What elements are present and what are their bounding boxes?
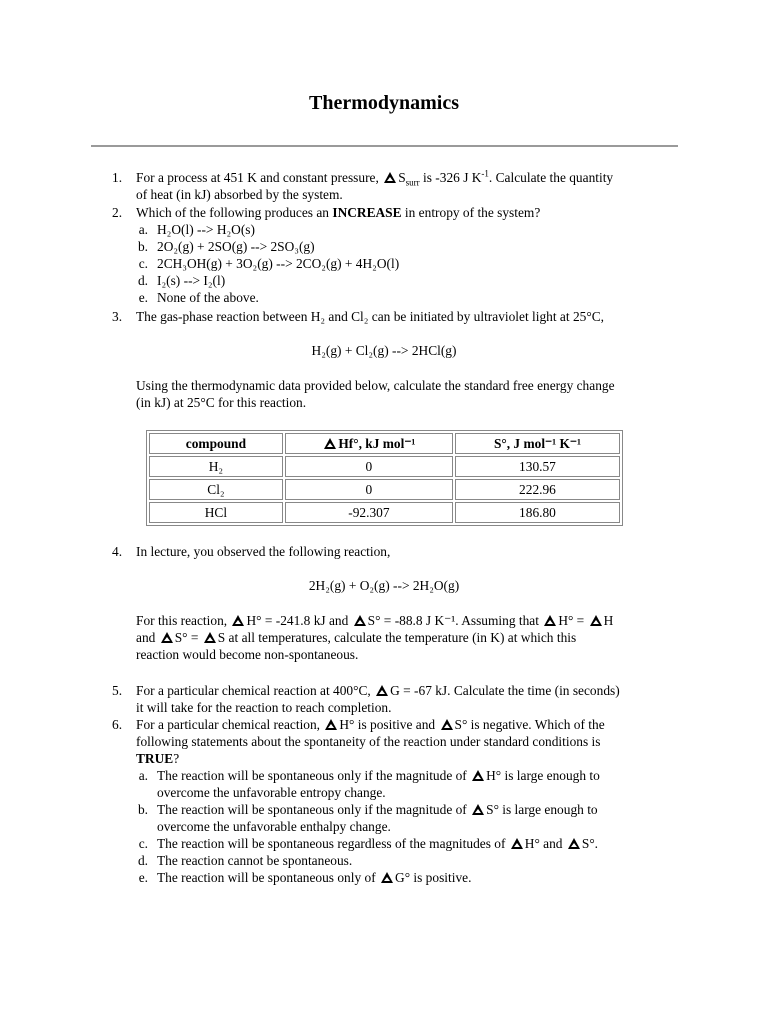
page-title: Thermodynamics: [309, 92, 459, 114]
table-header-row: [149, 433, 620, 454]
table-cell: 130.57: [455, 456, 620, 477]
question-text: For a particular chemical reaction at 400°C,: [136, 683, 371, 698]
option-text: overcome the unfavorable entropy change.: [157, 785, 386, 800]
delta-icon: [472, 770, 484, 781]
option-a: [112, 767, 682, 801]
option-text: The reaction cannot be spontaneous.: [157, 853, 353, 868]
option-b: [112, 801, 682, 835]
option-letter: d.: [137, 273, 148, 288]
option-text: The reaction will be spontaneous only if the magnitude of: [157, 768, 467, 783]
table-cell: 0: [285, 456, 453, 477]
question-3-instructions: [112, 377, 682, 411]
option-text: S°.: [581, 836, 599, 851]
option-letter: a.: [138, 222, 148, 237]
option-a: [112, 221, 682, 238]
table-cell: HCl: [149, 502, 283, 523]
option-c: [112, 835, 682, 852]
question-number: 2.: [112, 205, 123, 220]
option-text: overcome the unfavorable enthalpy change.: [157, 819, 391, 834]
question-number: 4.: [112, 544, 123, 559]
option-letter: a.: [138, 768, 148, 783]
question-number: 6.: [112, 717, 123, 732]
option-text: The reaction will be spontaneous only if the magnitude of: [157, 802, 467, 817]
table-cell: 186.80: [455, 502, 620, 523]
option-c: [112, 255, 682, 272]
column-header-enthalpy: [285, 433, 453, 454]
option-letter: c.: [138, 836, 148, 851]
entropy-symbol: S: [398, 170, 406, 185]
question-number: 5.: [112, 683, 123, 698]
option-d: [112, 272, 682, 289]
table-cell: Cl₂: [149, 479, 283, 500]
question-6: [112, 716, 682, 886]
table-cell: 222.96: [455, 479, 620, 500]
option-text: S° is large enough to: [486, 802, 598, 817]
option-b: [112, 238, 682, 255]
question-text: For a particular chemical reaction,: [136, 717, 321, 732]
delta-icon: [544, 615, 556, 626]
delta-icon: [354, 615, 366, 626]
delta-icon: [324, 438, 336, 449]
question-text: in entropy of the system?: [404, 205, 541, 220]
column-header-compound: compound: [149, 433, 283, 454]
option-letter: d.: [137, 853, 148, 868]
question-number: 3.: [112, 309, 123, 324]
option-letter: e.: [138, 870, 148, 885]
subscript: surr: [405, 177, 420, 188]
header-text: Hf°, kJ mol⁻¹: [338, 435, 416, 451]
column-header-entropy: S°, J mol⁻¹ K⁻¹: [455, 433, 620, 454]
delta-icon: [325, 719, 337, 730]
option-text: None of the above.: [157, 290, 259, 305]
option-letter: b.: [137, 239, 148, 254]
emphasis-text: TRUE: [136, 751, 174, 766]
question-4-body: [112, 612, 682, 663]
question-2: [112, 204, 682, 306]
question-text: Using the thermodynamic data provided below, calculate the standard free energy change: [136, 378, 615, 393]
delta-icon: [511, 838, 523, 849]
reaction-equation: H₂(g) + Cl₂(g) --> 2HCl(g): [311, 343, 457, 358]
question-text: (in kJ) at 25°C for this reaction.: [136, 395, 307, 410]
delta-icon: [590, 615, 602, 626]
superscript: -1: [481, 168, 489, 179]
option-text: G° is positive.: [395, 870, 472, 885]
title-divider: [91, 145, 678, 147]
option-d: [112, 852, 682, 869]
option-text: I₂(s) --> I₂(l): [157, 273, 226, 288]
question-text: and: [136, 630, 156, 645]
question-text: H: [603, 613, 614, 628]
option-text: 2CH₃OH(g) + 3O₂(g) --> 2CO₂(g) + 4H₂O(l): [157, 256, 400, 271]
option-text: The reaction will be spontaneous only of: [157, 870, 376, 885]
question-4: [112, 543, 682, 560]
question-text: H° =: [558, 613, 585, 628]
question-text: The gas-phase reaction between H₂ and Cl₂ can be initiated by ultraviolet light at 25°C,: [136, 309, 604, 324]
question-text: it will take for the reaction to reach completion.: [136, 700, 392, 715]
question-text: . Calculate the quantity: [488, 170, 614, 185]
question-text: Which of the following produces an: [136, 205, 329, 220]
question-3: [112, 308, 682, 325]
delta-icon: [384, 172, 396, 183]
table-row: [149, 502, 620, 523]
reaction-equation: 2H₂(g) + O₂(g) --> 2H₂O(g): [308, 578, 460, 593]
question-1: [112, 169, 682, 203]
question-text: For a process at 451 K and constant pressure,: [136, 170, 379, 185]
table-cell: 0: [285, 479, 453, 500]
question-text: S° is negative. Which of the: [454, 717, 605, 732]
question-text: of heat (in kJ) absorbed by the system.: [136, 187, 343, 202]
option-text: 2O₂(g) + 2SO(g) --> 2SO₃(g): [157, 239, 315, 254]
question-5: [112, 682, 682, 716]
option-letter: e.: [138, 290, 148, 305]
question-text: S at all temperatures, calculate the temperature (in K) at which this: [217, 630, 577, 645]
option-text: H° and: [524, 836, 563, 851]
delta-icon: [204, 632, 216, 643]
question-text: S° = -88.8 J K⁻¹. Assuming that: [367, 613, 539, 628]
option-letter: b.: [137, 802, 148, 817]
question-text: is -326 J K: [423, 170, 482, 185]
option-text: H° is large enough to: [486, 768, 600, 783]
option-letter: c.: [138, 256, 148, 271]
question-text: following statements about the spontaneity of the reaction under standard conditions is: [136, 734, 601, 749]
option-text: The reaction will be spontaneous regardless of the magnitudes of: [157, 836, 506, 851]
question-text: S° =: [174, 630, 199, 645]
emphasis-text: INCREASE: [332, 205, 402, 220]
delta-icon: [376, 685, 388, 696]
question-text: H° = -241.8 kJ and: [246, 613, 349, 628]
table-row: [149, 479, 620, 500]
question-number: 1.: [112, 170, 123, 185]
option-e: [112, 289, 682, 306]
table-row: [149, 456, 620, 477]
delta-icon: [472, 804, 484, 815]
delta-icon: [441, 719, 453, 730]
delta-icon: [232, 615, 244, 626]
table-cell: -92.307: [285, 502, 453, 523]
delta-icon: [568, 838, 580, 849]
option-text: H₂O(l) --> H₂O(s): [157, 222, 255, 237]
question-text: ?: [173, 751, 180, 766]
question-text: In lecture, you observed the following reaction,: [136, 544, 391, 559]
question-text: reaction would become non-spontaneous.: [136, 647, 359, 662]
question-text: For this reaction,: [136, 613, 228, 628]
delta-icon: [161, 632, 173, 643]
question-text: G = -67 kJ. Calculate the time (in seconds): [390, 683, 620, 698]
delta-icon: [381, 872, 393, 883]
option-e: [112, 869, 682, 886]
table-cell: H₂: [149, 456, 283, 477]
thermo-data-table: [146, 430, 623, 526]
question-text: H° is positive and: [339, 717, 436, 732]
